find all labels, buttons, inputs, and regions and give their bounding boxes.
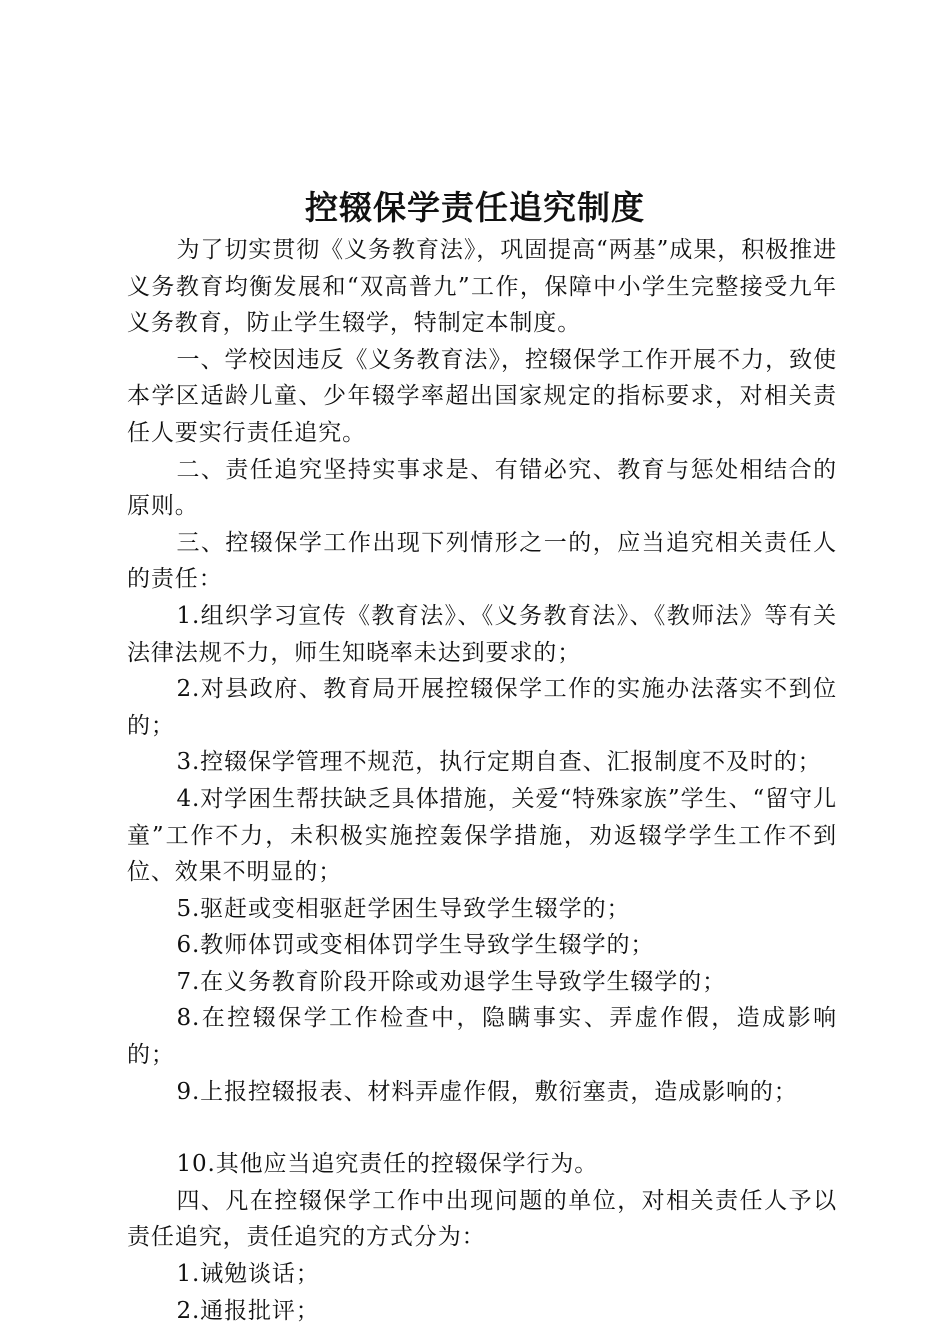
list-item-7: 7.在义务教育阶段开除或劝退学生导致学生辍学的； xyxy=(176,968,726,995)
document-body xyxy=(127,232,837,1329)
document-title: 控辍保学责任追究制度 xyxy=(305,188,645,227)
list-item-5: 5.驱赶或变相驱赶学困生导致学生辍学的； xyxy=(176,895,631,922)
paragraph-clause-1: 一、学校因违反《义务教育法》，控辍保学工作开展不力，致使本学区适龄儿童、少年辍学率超出国家规定的指标要求，对相关责任人要实行责任追究。 xyxy=(127,346,837,446)
list-item-4: 4.对学困生帮扶缺乏具体措施，关爱“特殊家族”学生、“留守儿童”工作不力，未积极实施控轰保学措施，劝返辍学学生工作不到位、效果不明显的； xyxy=(127,785,837,886)
list-item-9: 9.上报控辍报表、材料弄虚作假，敷衍塞责，造成影响的； xyxy=(176,1078,798,1105)
list-item-2: 2.对县政府、教育局开展控辍保学工作的实施办法落实不到位的； xyxy=(127,676,837,739)
paragraph-intro: 为了切实贯彻《义务教育法》，巩固提高“两基”成果，积极推进义务教育均衡发展和“双高普九”工作，保障中小学生完整接受九年义务教育，防止学生辍学，特制定本制度。 xyxy=(127,237,837,337)
paragraph-clause-2: 二、责任追究坚持实事求是、有错必究、教育与惩处相结合的原则。 xyxy=(127,456,837,520)
list-item-1: 1.组织学习宣传《教育法》、《义务教育法》、《教师法》等有关法律法规不力，师生知晓率未达到要求的； xyxy=(127,602,837,666)
list-item-6: 6.教师体罚或变相体罚学生导致学生辍学的； xyxy=(176,932,655,959)
list-item-3: 3.控辍保学管理不规范，执行定期自查、汇报制度不及时的； xyxy=(176,749,822,776)
paragraph-clause-4: 四、凡在控辍保学工作中出现问题的单位，对相关责任人予以责任追究，责任追究的方式分为： xyxy=(127,1187,837,1251)
list-item-10: 10.其他应当追究责任的控辍保学行为。 xyxy=(176,1151,599,1178)
penalty-item-2: 2.通报批评； xyxy=(176,1297,320,1324)
paragraph-clause-3: 三、控辍保学工作出现下列情形之一的，应当追究相关责任人的责任： xyxy=(127,529,837,593)
penalty-item-1: 1.诫勉谈话； xyxy=(176,1261,320,1288)
list-item-8: 8.在控辍保学工作检查中，隐瞒事实、弄虚作假，造成影响的； xyxy=(127,1005,837,1069)
